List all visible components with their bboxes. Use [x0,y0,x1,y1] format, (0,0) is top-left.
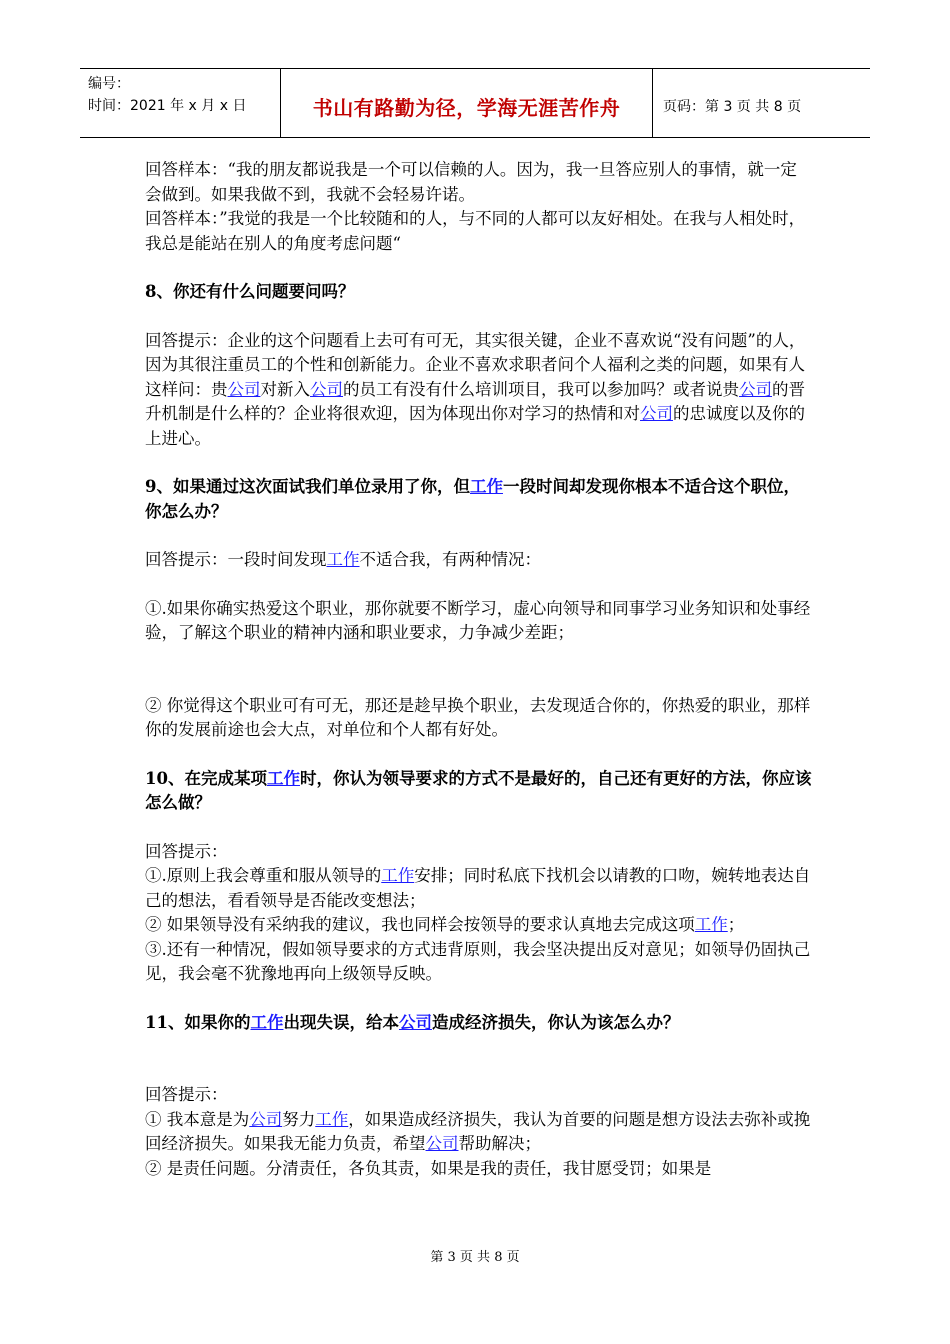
link-work[interactable]: 工作 [381,866,415,885]
time-label: 时间：2021 年 x 月 x 日 [88,98,247,114]
answer-sample-1: 回答样本：“我的朋友都说我是一个可以信赖的人。因为，我一旦答应别人的事情，就一定会做到。如果我做不到，我就不会轻易许诺。 [145,160,797,204]
link-company[interactable]: 公司 [310,379,343,399]
question-9: 9、如果通过这次面试我们单位录用了你，但工作一段时间却发现你根本不适合这个职位，你怎么办？ [145,477,800,521]
header-table [80,68,870,138]
header-meta-cell [80,69,281,137]
document-body [145,158,813,1181]
answer-9-option-1: ①.如果你确实热爱这个职业，那你就要不断学习，虚心向领导和同事学习业务知识和处事经验，了解这个职业的精神内涵和职业要求，力争减少差距； [145,598,811,642]
header-motto: 书山有路勤为径，学海无涯苦作舟 [281,69,653,137]
link-company[interactable]: 公司 [739,379,772,399]
link-company[interactable]: 公司 [425,1134,459,1153]
answer-9-option-2: ② 你觉得这个职业可有可无，那还是趁早换个职业，去发现适合你的，你热爱的职业，那样你的发展前途也会大点，对单位和个人都有好处。 [145,695,811,739]
answer-10-option-1: ①.原则上我会尊重和服从领导的工作安排；同时私底下找机会以请教的口吻，婉转地表达自己的想法，看看领导是否能改变想法； [145,866,811,910]
answer-10-option-3: ③.还有一种情况，假如领导要求的方式违背原则，我会坚决提出反对意见；如领导仍固执己见，我会毫不犹豫地再向上级领导反映。 [145,939,811,983]
question-8: 8、你还有什么问题要问吗？ [145,282,355,301]
link-company[interactable]: 公司 [398,1012,432,1032]
link-work[interactable]: 工作 [694,915,728,934]
link-work[interactable]: 工作 [266,768,300,788]
link-company[interactable]: 公司 [227,379,261,399]
page-footer: 第 3 页 共 8 页 [430,1250,520,1265]
number-label: 编号： [88,76,130,92]
link-company[interactable]: 公司 [249,1109,283,1129]
link-work[interactable]: 工作 [469,477,503,496]
answer-10-label: 回答提示： [145,841,228,861]
answer-10-option-2: ② 如果领导没有采纳我的建议，我也同样会按领导的要求认真地去完成这项工作； [145,915,745,934]
link-work[interactable]: 工作 [315,1109,349,1129]
answer-8: 回答提示：企业的这个问题看上去可有可无，其实很关键，企业不喜欢说“没有问题”的人，因为其很注重员工的个性和创新能力。企业不喜欢求职者问个人福利之类的问题，如果有人这样问：贵公司对新入公司的员工有没有什么培训项目，我可以参加吗？或者说贵公司的晋升机制是什么样的？企业将很欢迎，因为体现出你对学习的热情和对公司的忠诚度以及你的上进心。 [145,330,806,448]
answer-9-intro: 回答提示：一段时间发现工作不适合我，有两种情况： [145,550,541,569]
link-company[interactable]: 公司 [640,404,673,423]
answer-11-option-1: ① 我本意是为公司努力工作，如果造成经济损失，我认为首要的问题是想方设法去弥补或挽回经济损失。如果我无能力负责，希望公司帮助解决； [145,1109,811,1153]
link-work[interactable]: 工作 [326,550,360,569]
question-10: 10、在完成某项工作时，你认为领导要求的方式不是最好的，自己还有更好的方法，你应该怎么做？ [145,768,812,812]
question-11: 11、如果你的工作出现失误，给本公司造成经济损失，你认为该怎么办？ [145,1012,680,1032]
answer-11-option-2: ② 是责任问题。分清责任，各负其责，如果是我的责任，我甘愿受罚；如果是 [145,1158,712,1178]
answer-11-label: 回答提示： [145,1085,228,1104]
header-page-info: 页码：第 3 页 共 8 页 [663,99,802,115]
link-work[interactable]: 工作 [250,1012,284,1032]
answer-sample-2: 回答样本：”我觉的我是一个比较随和的人，与不同的人都可以友好相处。在我与人相处时，我总是能站在别人的角度考虑问题“ [145,209,806,253]
